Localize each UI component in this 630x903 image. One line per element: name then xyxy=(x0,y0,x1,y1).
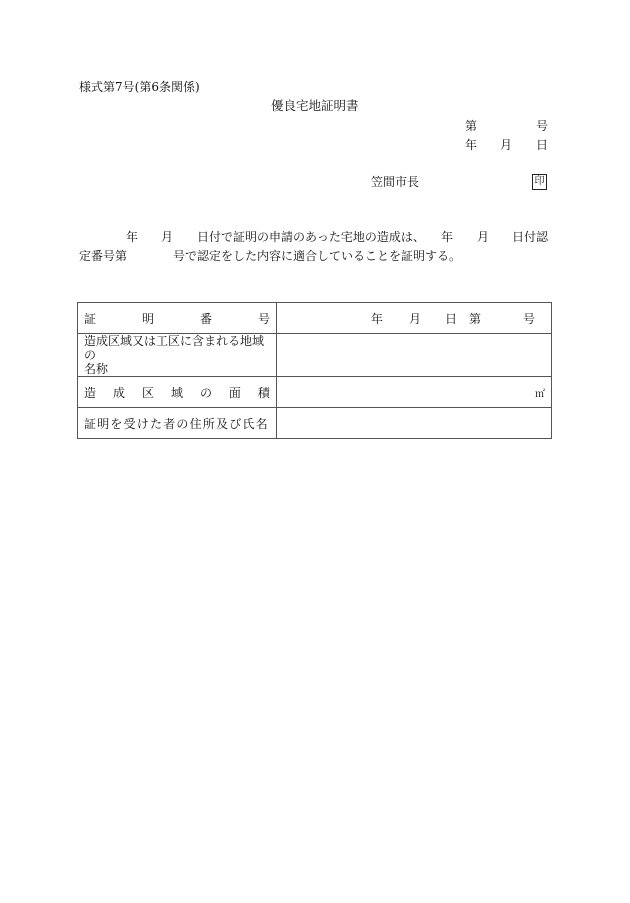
certificate-number-cell[interactable] xyxy=(277,303,552,334)
body-line1-text: 日付で証明の申請のあった宅地の造成は、 xyxy=(197,230,425,244)
table-row xyxy=(78,303,552,334)
label-char: 明 xyxy=(141,311,154,326)
header-dai: 第 xyxy=(465,119,478,133)
body-line2-text: 号で認定をした内容に適合していることを証明する。 xyxy=(173,249,462,263)
header-day: 日 xyxy=(536,138,549,152)
label-char: 証 xyxy=(84,311,97,326)
area-name-label-line1: 造成区域又は工区に含まれる地域の xyxy=(84,334,265,362)
label-char: 積 xyxy=(257,385,270,400)
area-name-label-line2: 名称 xyxy=(84,362,109,376)
body-line1-tsuki2: 月 xyxy=(477,230,490,244)
body-line1-tsuki: 月 xyxy=(161,230,174,244)
cell-nen: 年 xyxy=(370,311,383,326)
document-title: 優良宅地証明書 xyxy=(271,98,359,113)
label-char: 造 xyxy=(84,385,97,400)
holder-address-name-cell[interactable] xyxy=(277,408,552,439)
form-label: 様式第7号(第6条関係) xyxy=(79,80,200,94)
cell-hi: 日 xyxy=(444,311,457,326)
label-char: 域 xyxy=(170,385,183,400)
header-go: 号 xyxy=(536,119,549,133)
body-line1-nen2: 年 xyxy=(441,230,454,244)
label-char: の xyxy=(199,385,212,400)
label-char: 番 xyxy=(199,311,212,326)
body-line1-end: 日付認 xyxy=(512,230,549,244)
seal-mark: 印 xyxy=(532,174,547,190)
label-char: 号 xyxy=(257,311,270,326)
header-year: 年 xyxy=(465,138,478,152)
label-cell xyxy=(78,303,277,334)
body-line2-start: 定番号第 xyxy=(79,249,128,263)
area-size-cell[interactable] xyxy=(277,377,552,408)
holder-label: 証明を受けた者の住所及び氏名 xyxy=(84,416,269,431)
label-cell xyxy=(78,377,277,408)
cell-dai: 第 xyxy=(468,311,481,326)
header-month: 月 xyxy=(500,138,513,152)
label-cell xyxy=(78,334,277,377)
issuer-name: 笠間市長 xyxy=(371,175,420,189)
label-char: 成 xyxy=(112,385,125,400)
area-name-cell[interactable] xyxy=(277,334,552,377)
label-char: 区 xyxy=(141,385,154,400)
area-unit: ㎡ xyxy=(535,388,545,400)
label-cell xyxy=(78,408,277,439)
table-row xyxy=(78,408,552,439)
table-row xyxy=(78,377,552,408)
body-line1-nen: 年 xyxy=(126,230,139,244)
label-char: 面 xyxy=(228,385,241,400)
cell-tsuki: 月 xyxy=(408,311,421,326)
certificate-table xyxy=(77,302,552,439)
table-row xyxy=(78,334,552,377)
cell-go: 号 xyxy=(522,311,535,326)
